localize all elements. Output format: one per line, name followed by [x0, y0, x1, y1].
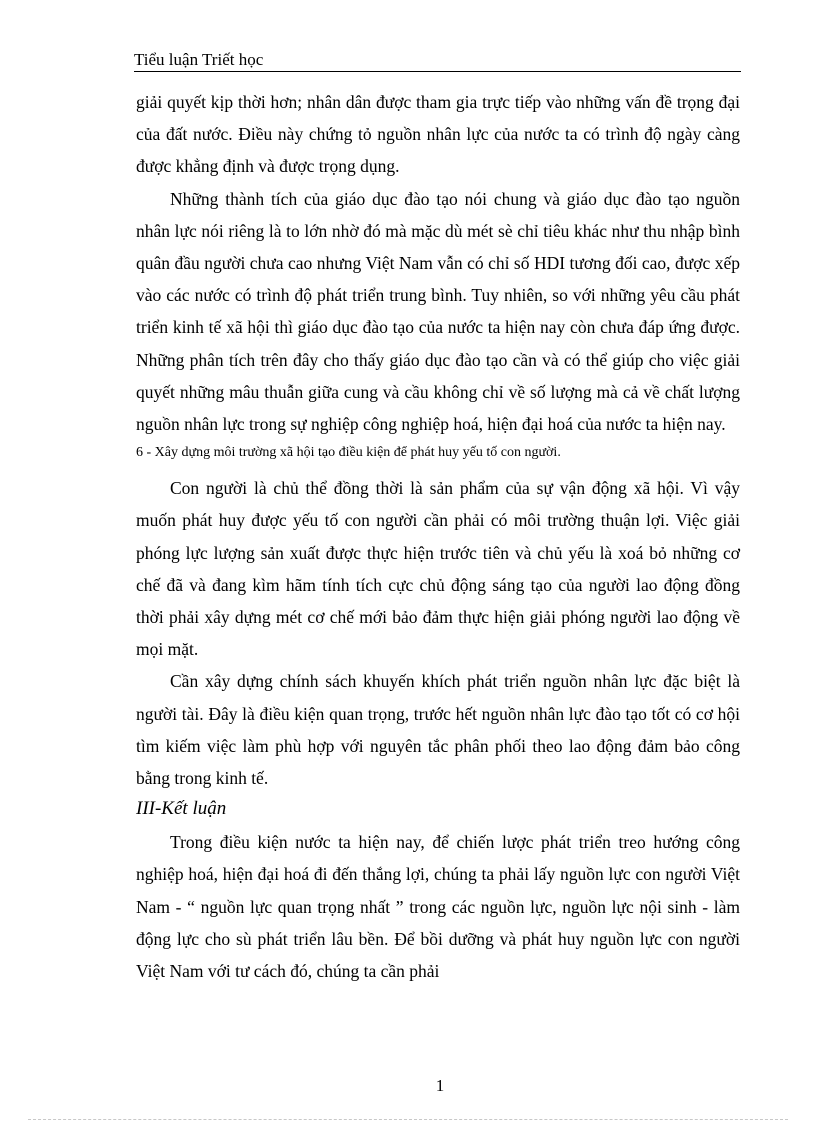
- page-boundary: [28, 1119, 788, 1120]
- subsection-heading: 6 - Xây dựng môi trường xã hội tạo điều kiện để phát huy yếu tố con người.: [136, 445, 561, 461]
- page-number: 1: [435, 1076, 445, 1095]
- body-paragraph: Những thành tích của giáo dục đào tạo nói chung và giáo dục đào tạo nguồn nhân lực nói riêng là to lớn nhờ đó mà mặc dù mét sè chỉ tiêu khác như thu nhập bình quân đầu người chưa cao nhưng Việt Nam vẫn có chỉ số HDI tương đối cao, được xếp vào các nước có trình độ phát triển trung bình. Tuy nhiên, so với những yêu cầu phát triển kinh tế xã hội thì giáo dục đào tạo của nước ta hiện nay còn chưa đáp ứng được. Những phân tích trên đây cho thấy giáo dục đào tạo cần và có thể giúp cho việc giải quyết những mâu thuẫn giữa cung và cầu không chỉ về số lượng mà cả về chất lượng nguồn nhân lực trong sự nghiệp công nghiệp hoá, hiện đại hoá của nước ta hiện nay.: [136, 188, 740, 435]
- header-divider: [134, 71, 741, 72]
- body-paragraph: Con người là chủ thể đồng thời là sản phẩm của sự vận động xã hội. Vì vậy muốn phát huy được yếu tố con người cần phải có môi trường thuận lợi. Việc giải phóng lực lượng sản xuất được thực hiện trước tiên và chủ yếu là xoá bỏ những cơ chế đã và đang kìm hãm tính tích cực chủ động sáng tạo của người lao động đồng thời phải xây dựng mét cơ chế mới bảo đảm thực hiện giải phóng người lao động về mọi mặt.: [136, 478, 740, 660]
- page-header-title: Tiểu luận Triết học: [134, 50, 264, 69]
- body-paragraph: Cần xây dựng chính sách khuyến khích phát triển nguồn nhân lực đặc biệt là người tài. Đây là điều kiện quan trọng, trước hết nguồn nhân lực đào tạo tốt có cơ hội tìm kiếm việc làm phù hợp với nguyên tắc phân phối theo lao động đảm bảo công bằng trong kinh tế.: [136, 671, 740, 789]
- section-heading: III-Kết luận: [136, 798, 227, 820]
- body-paragraph: giải quyết kịp thời hơn; nhân dân được tham gia trực tiếp vào những vấn đề trọng đại của đất nước. Điều này chứng tỏ nguồn nhân lực của nước ta có trình độ ngày càng được khẳng định và được trọng dụng.: [136, 92, 740, 177]
- body-paragraph: Trong điều kiện nước ta hiện nay, để chiến lược phát triển treo hướng công nghiệp hoá, hiện đại hoá đi đến thắng lợi, chúng ta phải lấy nguồn lực con người Việt Nam - “ nguồn lực quan trọng nhất ” trong các nguồn lực, nguồn lực nội sinh - làm động lực cho sù phát triển lâu bền. Để bồi dưỡng và phát huy nguồn lực con người Việt Nam với tư cách đó, chúng ta cần phải: [136, 832, 740, 982]
- document-body: [136, 86, 740, 987]
